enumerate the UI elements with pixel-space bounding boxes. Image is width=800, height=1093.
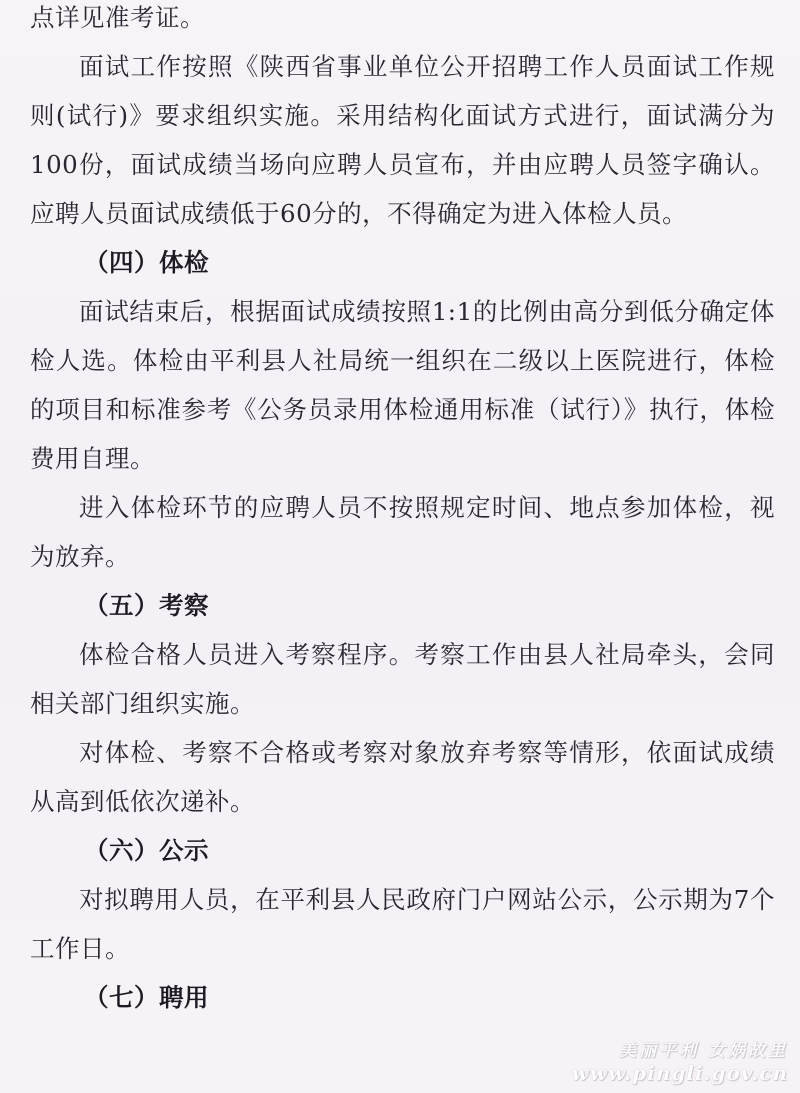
- section-heading: （四）体检: [84, 248, 209, 277]
- paragraph: 点详见准考证。: [30, 3, 205, 32]
- paragraph: 面试结束后，根据面试成绩按照1:1的比例由高分到低分确定体检人选。体检由平利县人社局统一组织在二级以上医院进行，体检的项目和标准参考《公务员录用体检通用标准（试行）》执行，体检费用自理。: [30, 297, 775, 473]
- section-heading: （七）聘用: [84, 983, 209, 1012]
- section-heading: （六）公示: [84, 836, 209, 865]
- watermark-slogan: 美丽平利 女娲故里: [619, 1041, 788, 1061]
- paragraph: 面试工作按照《陕西省事业单位公开招聘工作人员面试工作规则(试行)》要求组织实施。采用结构化面试方式进行，面试满分为100份，面试成绩当场向应聘人员宣布，并由应聘人员签字确认。应聘人员面试成绩低于60分的，不得确定为进入体检人员。: [30, 52, 775, 228]
- paragraph: 对体检、考察不合格或考察对象放弃考察等情形，依面试成绩从高到低依次递补。: [30, 738, 775, 816]
- site-watermark: [572, 1036, 788, 1085]
- document-body: [30, 0, 775, 1022]
- paragraph: 体检合格人员进入考察程序。考察工作由县人社局牵头，会同相关部门组织实施。: [30, 640, 775, 718]
- paragraph: 进入体检环节的应聘人员不按照规定时间、地点参加体检，视为放弃。: [30, 493, 775, 571]
- watermark-url: www.pingli.gov.cn: [571, 1061, 788, 1085]
- section-heading: （五）考察: [84, 591, 209, 620]
- paragraph: 对拟聘用人员，在平利县人民政府门户网站公示，公示期为7个工作日。: [30, 885, 775, 963]
